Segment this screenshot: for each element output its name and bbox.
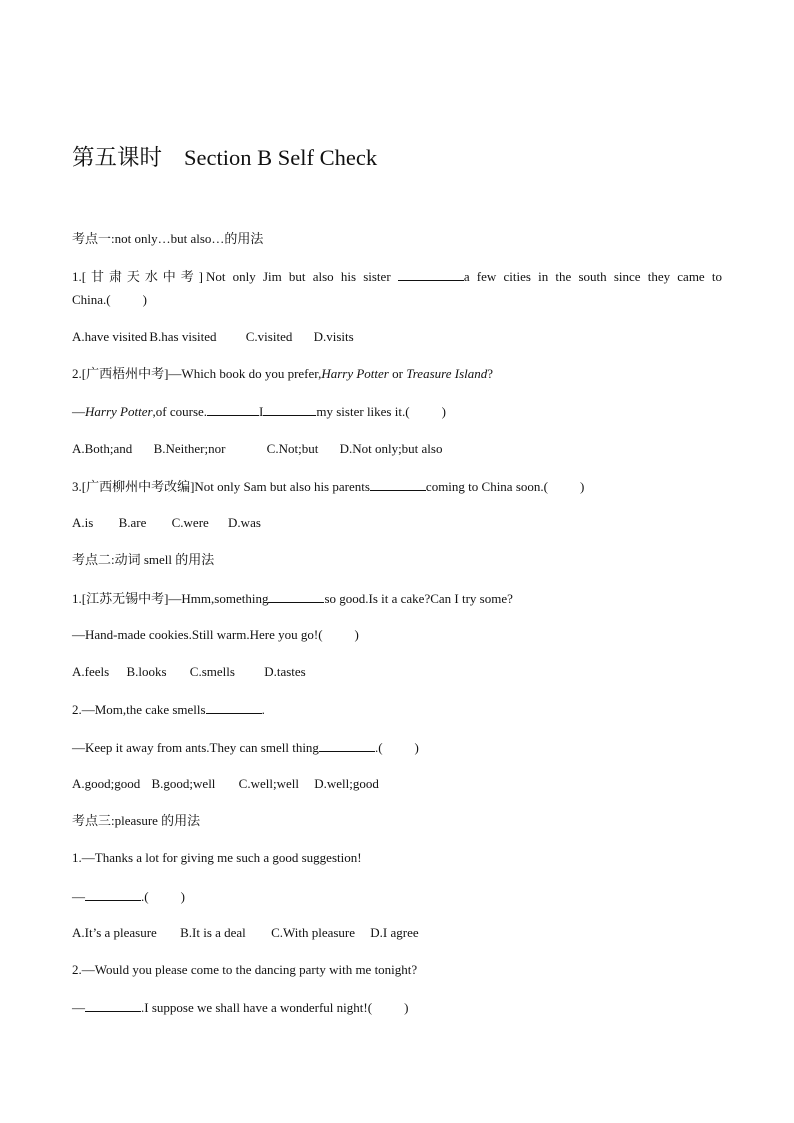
question-text: I (259, 404, 264, 419)
option-a[interactable]: A.is (72, 515, 94, 530)
question-3-1-line-2 (72, 888, 185, 905)
answer-blank[interactable] (398, 268, 464, 281)
question-number: 2. (72, 962, 82, 977)
title-english: Section B Self Check (184, 145, 378, 170)
paren-close: ) (404, 1000, 409, 1015)
option-c[interactable]: C.smells (189, 664, 235, 679)
question-text: my sister likes it.( (316, 404, 410, 419)
question-text: a few cities in the south since they came to (463, 269, 723, 284)
paren-close: ) (142, 292, 147, 307)
question-source: [广西柳州中考改编] (81, 479, 195, 494)
page-title (72, 140, 377, 172)
option-c[interactable]: C.were (171, 515, 209, 530)
question-text: so good.Is it a cake?Can I try some? (324, 591, 513, 606)
option-a[interactable]: A.It’s a pleasure (72, 925, 157, 940)
option-d[interactable]: D.I agree (370, 925, 419, 940)
question-text: —Thanks a lot for giving me such a good suggestion! (81, 850, 362, 865)
book-title-italic: Harry Potter (85, 404, 153, 419)
option-c[interactable]: C.Not;but (266, 441, 319, 456)
option-b[interactable]: B.are (118, 515, 147, 530)
paren-close: ) (414, 740, 419, 755)
option-b[interactable]: B.It is a deal (180, 925, 246, 940)
question-text: Not only Sam but also his parents (194, 479, 370, 494)
question-source: [甘肃天水中考] (81, 269, 206, 284)
question-number: 1. (72, 850, 82, 865)
question-text: .( (141, 889, 149, 904)
question-text: . (261, 702, 265, 717)
option-a[interactable]: A.feels (72, 664, 110, 679)
option-b[interactable]: B.Neither;nor (153, 441, 226, 456)
answer-blank[interactable] (85, 888, 141, 901)
option-d[interactable]: D.visits (313, 329, 354, 344)
option-b[interactable]: B.good;well (151, 776, 216, 791)
question-2-2-line-1 (72, 701, 265, 718)
question-source: [广西梧州中考] (81, 366, 169, 381)
question-source: [江苏无锡中考] (81, 591, 169, 606)
question-text: .I suppose we shall have a wonderful night!( (141, 1000, 373, 1015)
options-1-2 (72, 441, 442, 457)
options-3-1 (72, 925, 419, 941)
options-2-1 (72, 664, 306, 680)
section-heading-3: 考点三:pleasure 的用法 (72, 813, 201, 828)
question-text: —Would you please come to the dancing party with me tonight? (81, 962, 418, 977)
question-2-2-line-2 (72, 739, 419, 756)
question-2-1-line-2 (72, 627, 359, 643)
options-1-3 (72, 515, 261, 531)
answer-blank[interactable] (370, 478, 426, 491)
paren-close: ) (180, 889, 185, 904)
section-heading-2: 考点二:动词 smell 的用法 (72, 552, 215, 567)
option-b[interactable]: B.looks (126, 664, 167, 679)
dash: — (72, 404, 85, 419)
option-a[interactable]: A.Both;and (72, 441, 133, 456)
question-2-1-line-1 (72, 590, 513, 607)
question-text: —Which book do you prefer, (168, 366, 322, 381)
question-number: 2. (72, 702, 82, 717)
question-number: 2. (72, 366, 82, 381)
question-text: or (388, 366, 407, 381)
question-text: .( (374, 740, 383, 755)
paren-close: ) (441, 404, 446, 419)
answer-blank[interactable] (207, 403, 259, 416)
option-c[interactable]: C.visited (245, 329, 293, 344)
answer-blank[interactable] (268, 590, 324, 603)
question-3-1-line-1 (72, 850, 362, 866)
options-2-2 (72, 776, 379, 792)
paren-close: ) (354, 627, 359, 642)
option-a[interactable]: A.good;good (72, 776, 141, 791)
question-text: —Keep it away from ants.They can smell thing (72, 740, 319, 755)
book-title-italic: Treasure Island (406, 366, 488, 381)
question-1-3-line-1 (72, 478, 584, 495)
option-d[interactable]: D.well;good (314, 776, 379, 791)
option-c[interactable]: C.well;well (238, 776, 299, 791)
option-d[interactable]: D.was (228, 515, 261, 530)
section-heading-1: 考点一:not only…but also…的用法 (72, 231, 264, 246)
book-title-italic: Harry Potter (321, 366, 389, 381)
answer-blank[interactable] (85, 999, 141, 1012)
question-1-1-line-2 (72, 292, 147, 308)
question-text: —Mom,the cake smells (81, 702, 206, 717)
option-b[interactable]: B.has visited (149, 329, 217, 344)
option-a[interactable]: A.have visited (72, 329, 148, 344)
question-text: China.( (72, 292, 111, 307)
question-number: 1. (72, 269, 82, 284)
question-1-1-line-1 (72, 268, 722, 285)
paren-close: ) (579, 479, 585, 494)
answer-blank[interactable] (319, 739, 375, 752)
question-text: —Hmm,something (168, 591, 269, 606)
option-c[interactable]: C.With pleasure (271, 925, 356, 940)
answer-blank[interactable] (263, 403, 316, 416)
question-text: ,of course. (152, 404, 208, 419)
answer-blank[interactable] (206, 701, 262, 714)
question-text: coming to China soon.( (425, 479, 548, 494)
question-1-2-line-2 (72, 403, 446, 420)
question-text: —Hand-made cookies.Still warm.Here you go!( (72, 627, 323, 642)
option-d[interactable]: D.Not only;but also (339, 441, 443, 456)
dash: — (72, 889, 85, 904)
option-d[interactable]: D.tastes (264, 664, 306, 679)
question-1-2-line-1 (72, 366, 493, 382)
question-text: Not only Jim but also his sister (205, 269, 391, 284)
title-chinese: 第五课时 (72, 145, 163, 170)
question-number: 1. (72, 591, 82, 606)
dash: — (72, 1000, 85, 1015)
options-1-1 (72, 329, 354, 345)
question-number: 3. (72, 479, 82, 494)
question-3-2-line-2 (72, 999, 408, 1016)
question-text: ? (487, 366, 494, 381)
question-3-2-line-1 (72, 962, 417, 978)
